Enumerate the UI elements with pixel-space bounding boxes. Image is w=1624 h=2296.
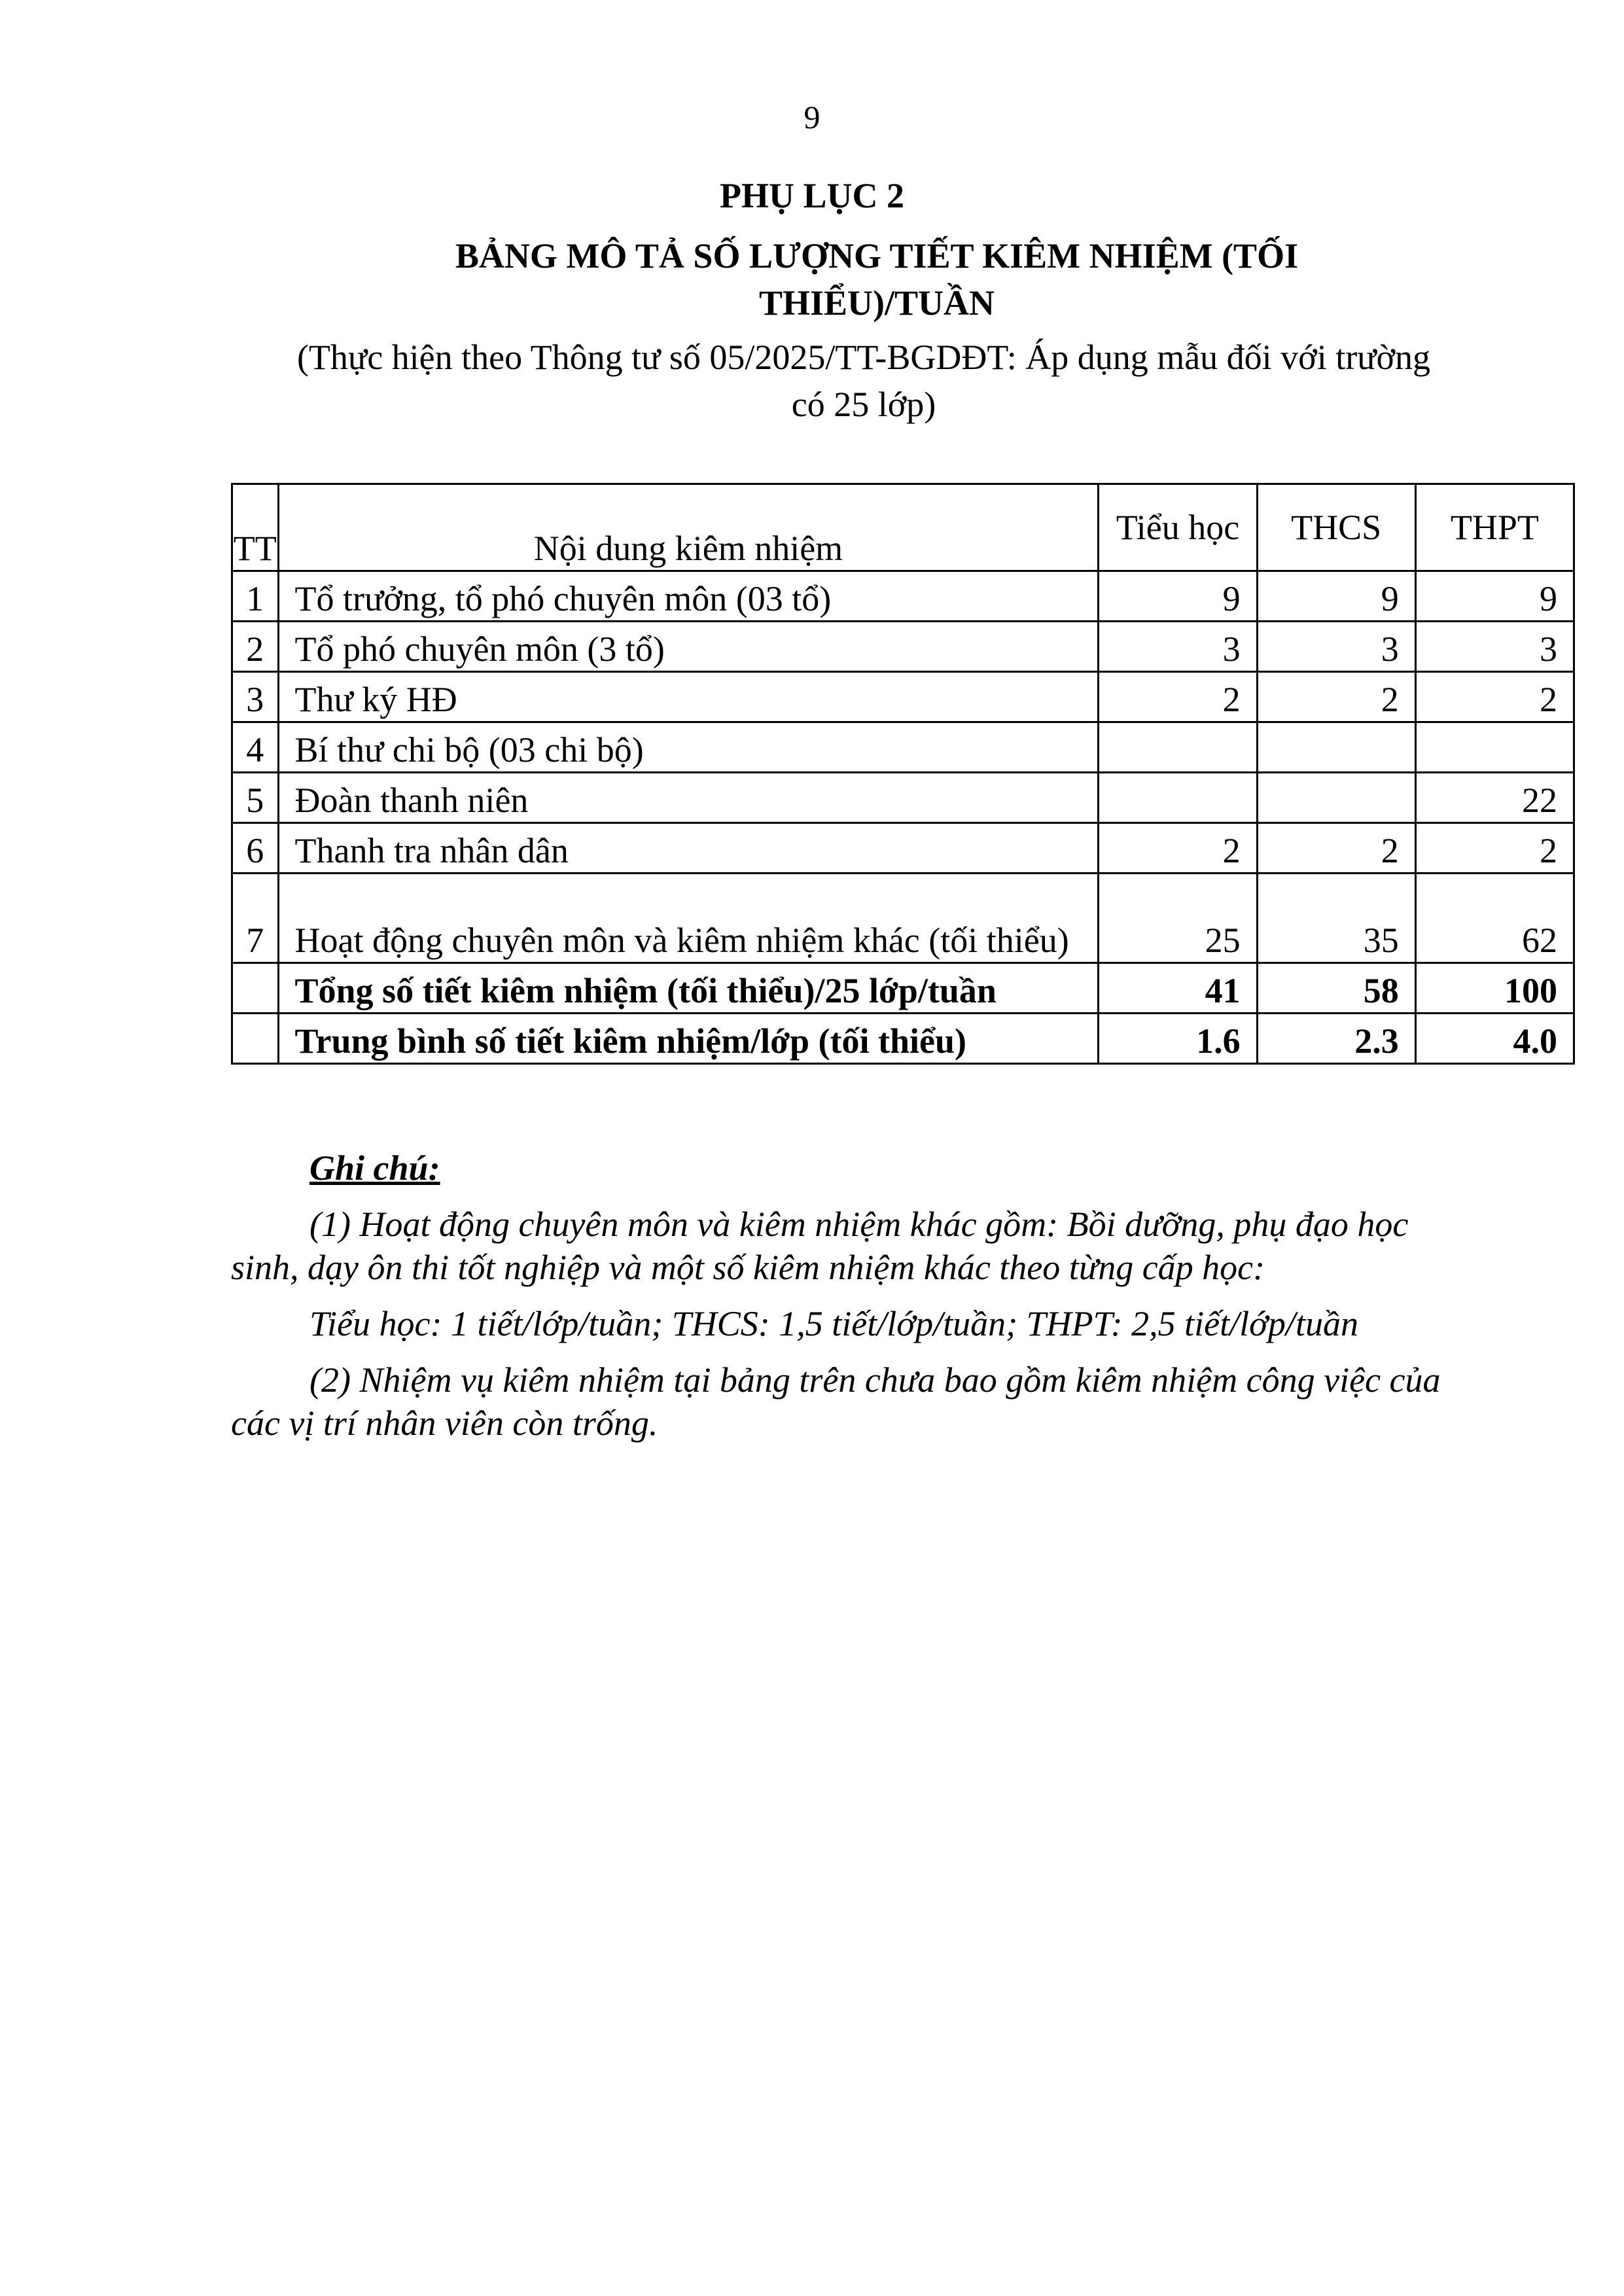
cell-thcs: 2 bbox=[1257, 823, 1415, 874]
table-row bbox=[232, 672, 1574, 722]
cell-thpt: 62 bbox=[1415, 874, 1574, 963]
total-thcs: 58 bbox=[1257, 963, 1415, 1014]
cell-thpt: 9 bbox=[1415, 571, 1574, 622]
cell-thpt: 3 bbox=[1415, 622, 1574, 672]
cell-content: Thư ký HĐ bbox=[278, 672, 1099, 722]
cell-thcs: 2 bbox=[1257, 672, 1415, 722]
cell-primary: 3 bbox=[1099, 622, 1257, 672]
note-2: (2) Nhiệm vụ kiêm nhiệm tại bảng trên chưa bao gồm kiêm nhiệm công việc của các vị trí nhân viên còn trống. bbox=[231, 1360, 1441, 1443]
cell-thcs bbox=[1257, 773, 1415, 823]
notes-heading: Ghi chú: bbox=[309, 1148, 440, 1188]
cell-tt: 1 bbox=[232, 571, 279, 622]
cell-tt: 6 bbox=[232, 823, 279, 874]
header-thpt: THPT bbox=[1415, 484, 1574, 571]
table-row bbox=[232, 622, 1574, 672]
cell-tt: 7 bbox=[232, 874, 279, 963]
cell-primary: 9 bbox=[1099, 571, 1257, 622]
average-primary: 1.6 bbox=[1099, 1014, 1257, 1064]
table-row bbox=[232, 773, 1574, 823]
cell-content: Tổ phó chuyên môn (3 tổ) bbox=[278, 622, 1099, 672]
page-number: 9 bbox=[803, 99, 821, 135]
cell-tt: 4 bbox=[232, 722, 279, 773]
cell-primary: 2 bbox=[1099, 823, 1257, 874]
cell-thpt: 22 bbox=[1415, 773, 1574, 823]
cell-thcs: 35 bbox=[1257, 874, 1415, 963]
cell-tt: 2 bbox=[232, 622, 279, 672]
table-row bbox=[232, 722, 1574, 773]
cell-content: Thanh tra nhân dân bbox=[278, 823, 1099, 874]
cell-thcs bbox=[1257, 722, 1415, 773]
note-1: (1) Hoạt động chuyên môn và kiêm nhiệm khác gồm: Bồi dưỡng, phụ đạo học sinh, dạy ôn thi tốt nghiệp và một số kiêm nhiệm khác theo từng cấp học: bbox=[231, 1205, 1409, 1287]
cell-thcs: 9 bbox=[1257, 571, 1415, 622]
header-thcs: THCS bbox=[1257, 484, 1415, 571]
average-label: Trung bình số tiết kiêm nhiệm/lớp (tối thiểu) bbox=[278, 1014, 1099, 1064]
workload-table bbox=[231, 483, 1575, 1065]
appendix-title: PHỤ LỤC 2 bbox=[720, 176, 904, 215]
main-title: BẢNG MÔ TẢ SỐ LƯỢNG TIẾT KIÊM NHIỆM (TỐI THIỂU)/TUẦN bbox=[455, 236, 1299, 323]
cell-content: Hoạt động chuyên môn và kiêm nhiệm khác (tối thiểu) bbox=[278, 874, 1099, 963]
table-header-row bbox=[232, 484, 1574, 571]
cell-thpt bbox=[1415, 722, 1574, 773]
cell-tt: 3 bbox=[232, 672, 279, 722]
header-primary: Tiểu học bbox=[1099, 484, 1257, 571]
total-row bbox=[232, 963, 1574, 1014]
cell-content: Tổ trưởng, tổ phó chuyên môn (03 tổ) bbox=[278, 571, 1099, 622]
cell-thpt: 2 bbox=[1415, 672, 1574, 722]
cell-tt: 5 bbox=[232, 773, 279, 823]
average-thcs: 2.3 bbox=[1257, 1014, 1415, 1064]
total-primary: 41 bbox=[1099, 963, 1257, 1014]
average-thpt: 4.0 bbox=[1415, 1014, 1574, 1064]
cell-thpt: 2 bbox=[1415, 823, 1574, 874]
cell-primary bbox=[1099, 722, 1257, 773]
cell-content: Đoàn thanh niên bbox=[278, 773, 1099, 823]
cell-tt bbox=[232, 1014, 279, 1064]
header-tt: TT bbox=[232, 484, 279, 571]
total-label: Tổng số tiết kiêm nhiệm (tối thiểu)/25 lớp/tuần bbox=[278, 963, 1099, 1014]
subtitle: (Thực hiện theo Thông tư số 05/2025/TT-BGDĐT: Áp dụng mẫu đối với trường có 25 lớp) bbox=[296, 338, 1431, 424]
cell-tt bbox=[232, 963, 279, 1014]
cell-primary: 25 bbox=[1099, 874, 1257, 963]
total-thpt: 100 bbox=[1415, 963, 1574, 1014]
table-row bbox=[232, 571, 1574, 622]
notes-section bbox=[231, 1146, 1441, 1458]
cell-primary: 2 bbox=[1099, 672, 1257, 722]
table-row bbox=[232, 823, 1574, 874]
header-content: Nội dung kiêm nhiệm bbox=[278, 484, 1099, 571]
average-row bbox=[232, 1014, 1574, 1064]
cell-content: Bí thư chi bộ (03 chi bộ) bbox=[278, 722, 1099, 773]
cell-primary bbox=[1099, 773, 1257, 823]
cell-thcs: 3 bbox=[1257, 622, 1415, 672]
note-1-detail: Tiểu học: 1 tiết/lớp/tuần; THCS: 1,5 tiết/lớp/tuần; THPT: 2,5 tiết/lớp/tuần bbox=[309, 1304, 1358, 1343]
table-row bbox=[232, 874, 1574, 963]
